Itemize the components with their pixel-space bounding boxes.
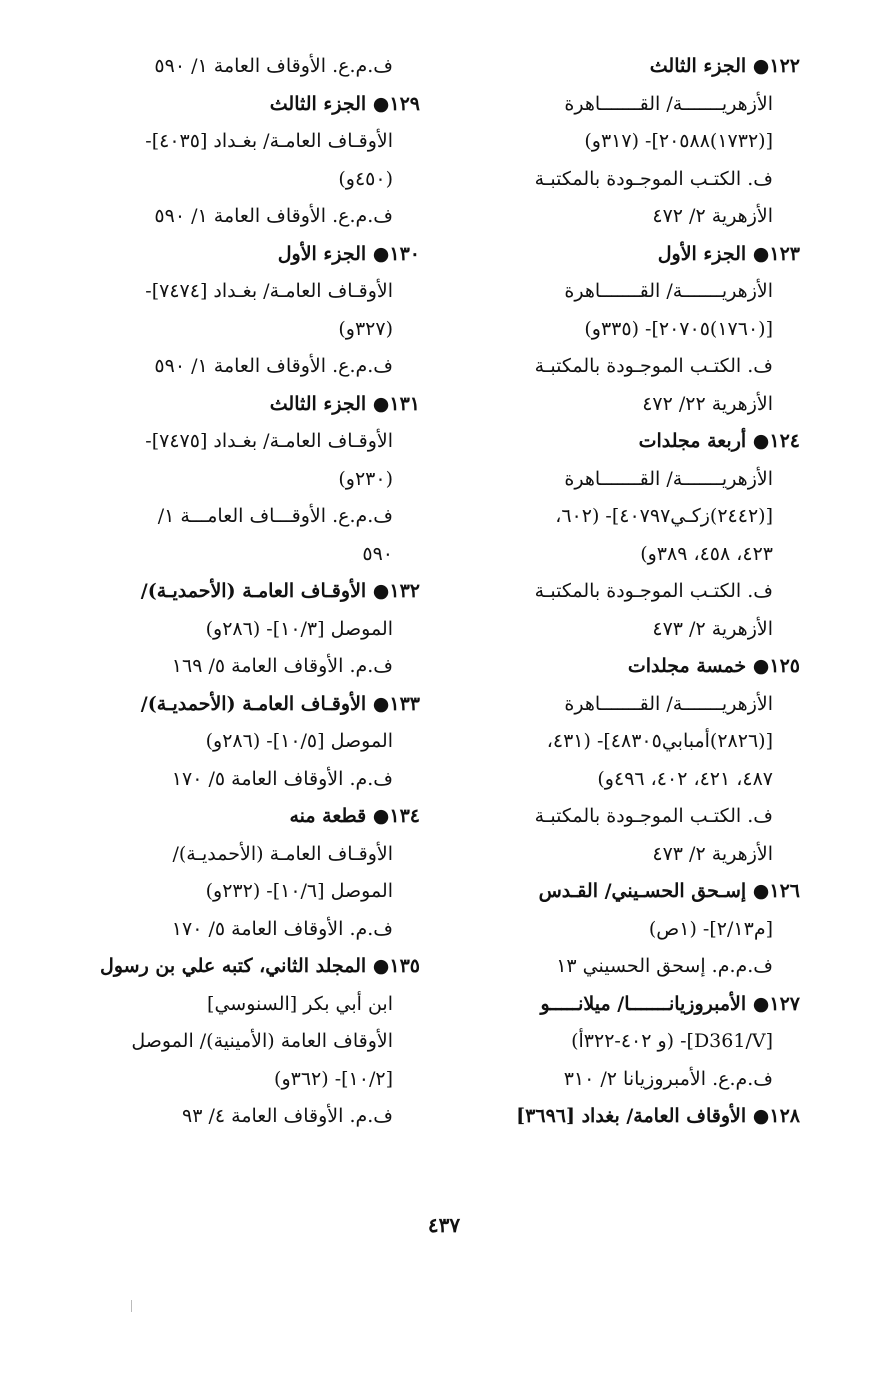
entry-heading: ١٢٧● الأمبروزيانـــــــا/ ميلانـــــو	[540, 992, 800, 1015]
entry-heading: ١٣١● الجزء الثالث	[269, 392, 420, 415]
entry-line: ف.م. الأوقاف العامة ٥/ ١٧٠	[171, 767, 393, 790]
entry-line: [D361/V]- (و ٤٠٢-٣٢٢أ)	[571, 1030, 773, 1052]
entry-line: ف. الكتـب الموجـودة بالمكتبـة	[534, 805, 773, 827]
entry-heading: ١٢٢● الجزء الثالث	[649, 55, 800, 77]
entry-line: ٥٩٠	[362, 542, 393, 565]
entry-line: [(٢٤٤٢)زكـي٤٠٧٩٧]- (٦٠٢،	[555, 505, 773, 527]
entry-line: [١٠/٢]- (٣٦٢و)	[274, 1067, 393, 1090]
entry-line: الأزهريـــــــة/ القـــــــاهرة	[564, 92, 773, 115]
entry-line: الموصل [١٠/٦]- (٢٣٢و)	[205, 880, 393, 902]
entry-line: الموصل [١٠/٣]- (٢٨٦و)	[205, 617, 393, 640]
entry-line: الموصل [١٠/٥]- (٢٨٦و)	[205, 730, 393, 752]
entry-line: ف.م. الأوقاف العامة ٥/ ١٧٠	[171, 917, 393, 940]
entry-line: الأزهرية ٢/ ٤٧٣	[652, 842, 773, 865]
entry-line: الأزهريـــــــة/ القـــــــاهرة	[564, 692, 773, 715]
entry-line: (٤٥٠و)	[338, 167, 393, 190]
entry-line: الأوقـاف العامـة/ بغـداد [٧٤٧٥]-	[145, 430, 393, 452]
entry-line: [(٢٨٢٦)أمبابي٤٨٣٠٥]- (٤٣١،	[546, 730, 773, 752]
entry-line: ابن أبي بكر [السنوسي]	[207, 992, 393, 1015]
entry-line: ف.م.ع. الأوقاف العامة ١/ ٥٩٠	[154, 355, 393, 377]
entry-line: الأزهرية ٢٢/ ٤٧٢	[642, 392, 773, 415]
entry-line: ٤٢٣، ٤٥٨، ٣٨٩و)	[640, 542, 773, 565]
entry-line: [م٢/١٣]- (١ص)	[648, 917, 773, 940]
entry-line: ف.م.ع. الأمبروزيانا ٢/ ٣١٠	[563, 1067, 773, 1090]
entry-heading: ١٢٣● الجزء الأول	[657, 242, 800, 265]
entry-line: [(١٧٣٢)٢٠٥٨٨]- (٣١٧و)	[584, 130, 773, 152]
left-column	[70, 48, 420, 1136]
entry-line: ف. الكتـب الموجـودة بالمكتبـة	[534, 580, 773, 602]
entry-line: الأزهريـــــــة/ القـــــــاهرة	[564, 280, 773, 302]
entry-heading: ١٢٩● الجزء الثالث	[269, 92, 420, 115]
entry-line: ف. الكتـب الموجـودة بالمكتبـة	[534, 355, 773, 377]
scan-artifact	[131, 1300, 132, 1312]
entry-line: الأوقـاف العامـة/ بغـداد [٧٤٧٤]-	[145, 280, 393, 302]
entry-heading: ١٣٣● الأوقـاف العامـة (الأحمديـة)/	[140, 692, 420, 715]
entry-heading: ١٣٥● المجلد الثاني، كتبه علي بن رسول	[100, 955, 420, 977]
entry-heading: ١٣٤● قطعة منه	[289, 805, 420, 827]
entry-line: ف.م. الأوقاف العامة ٤/ ٩٣	[182, 1105, 393, 1127]
entry-line: الأوقاف العامة (الأمينية)/ الموصل	[131, 1030, 393, 1052]
entry-line: ف.م.ع. الأوقـــاف العامـــة ١/	[157, 505, 393, 527]
entry-line: ٤٨٧، ٤٢١، ٤٠٢، ٤٩٦و)	[597, 767, 773, 790]
right-column	[450, 48, 800, 1136]
entry-line: ف.م.ع. الأوقاف العامة ١/ ٥٩٠	[154, 55, 393, 77]
entry-line: ف.م.ع. الأوقاف العامة ١/ ٥٩٠	[154, 205, 393, 227]
entry-heading: ١٣٢● الأوقـاف العامـة (الأحمديـة)/	[140, 580, 420, 602]
entry-line: الأوقـاف العامـة (الأحمديـة)/	[172, 842, 393, 865]
page-number: ٤٣٧	[427, 1213, 461, 1237]
entry-line: ف.م.م. إسحق الحسيني ١٣	[556, 955, 773, 977]
entry-line: ف. الكتـب الموجـودة بالمكتبـة	[534, 167, 773, 190]
entry-line: ف.م. الأوقاف العامة ٥/ ١٦٩	[171, 655, 393, 677]
entry-line: الأوقـاف العامـة/ بغـداد [٤٠٣٥]-	[145, 130, 393, 152]
entry-line: (٣٢٧و)	[338, 317, 393, 340]
entry-heading: ١٣٠● الجزء الأول	[277, 242, 420, 265]
entry-line: الأزهرية ٢/ ٤٧٣	[652, 617, 773, 640]
entry-heading: ١٢٨● الأوقاف العامة/ بغداد [٣٦٩٦]	[516, 1105, 800, 1127]
entry-heading: ١٢٤● أربعة مجلدات	[638, 430, 800, 452]
entry-line: الأزهرية ٢/ ٤٧٢	[652, 205, 773, 227]
entry-heading: ١٢٦● إسـحق الحسـيني/ القـدس	[538, 880, 800, 902]
entry-heading: ١٢٥● خمسة مجلدات	[627, 655, 800, 677]
entry-line: (٢٣٠و)	[338, 467, 393, 490]
entry-line: الأزهريـــــــة/ القـــــــاهرة	[564, 467, 773, 490]
entry-line: [(١٧٦٠)٢٠٧٠٥]- (٣٣٥و)	[584, 317, 773, 340]
